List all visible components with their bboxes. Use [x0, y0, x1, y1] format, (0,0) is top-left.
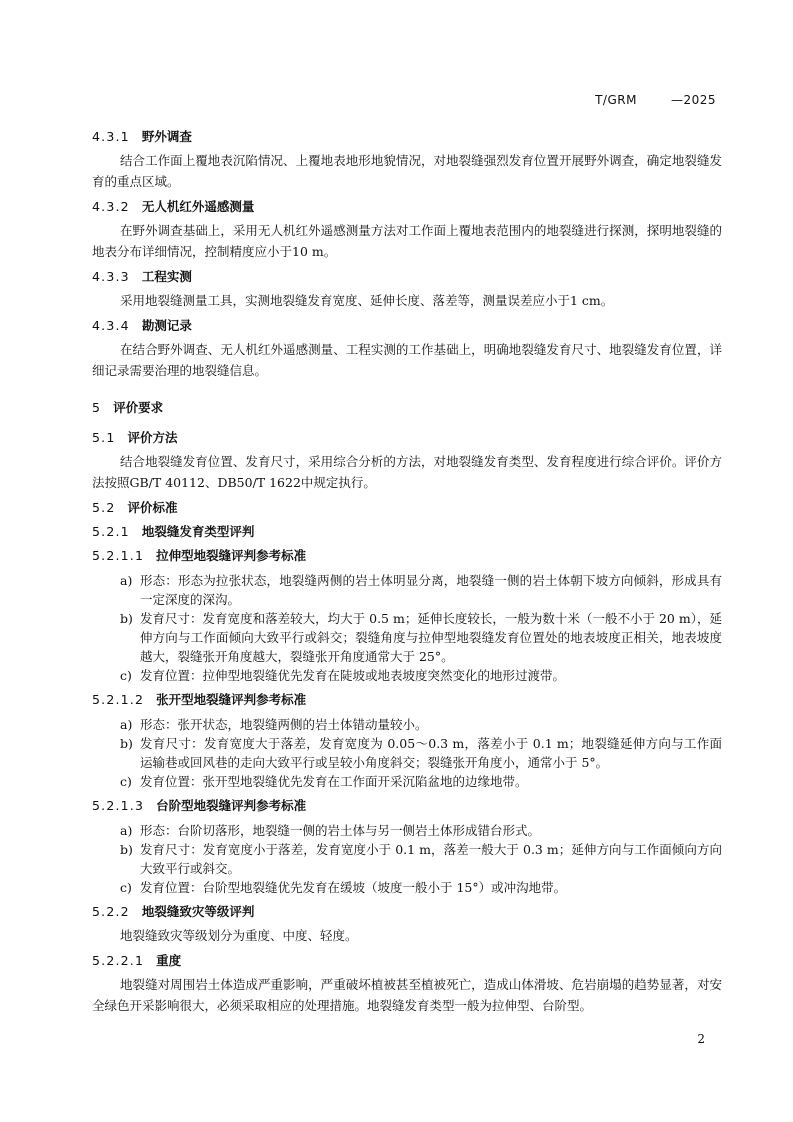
paragraph-5-2-2-1: 地裂缝对周围岩土体造成严重影响，严重破坏植被甚至植被死亡，造成山体滑坡、危岩崩塌的趋势显著，对安全绿色开采影响很大，必须采取相应的处理措施。地裂缝发育类型一般为拉伸型、台阶型。	[92, 977, 722, 1013]
heading-4-3-2: 4.3.2 无人机红外遥感测量	[92, 199, 255, 214]
heading-5-2-1-2: 5.2.1.2 张开型地裂缝评判参考标准	[92, 692, 307, 707]
list-item: a) 形态：形态为拉张状态，地裂缝两侧的岩土体明显分离，地裂缝一侧的岩土体朝下坡方向倾斜，形成具有一定深度的深沟。	[120, 573, 722, 607]
list-item: b) 发育尺寸：发育宽度大于落差，发育宽度为 0.05～0.3 m，落差小于 0.1 m；地裂缝延伸方向与工作面运输巷或回风巷的走向大致平行或呈较小角度斜交；裂缝张开角度小，通常小于 5°。	[120, 736, 722, 770]
paragraph-4-3-3: 采用地裂缝测量工具，实测地裂缝发育宽度、延伸长度、落差等，测量误差应小于1 cm。	[120, 293, 614, 308]
list-item: c) 发育位置：台阶型地裂缝优先发育在缓坡（坡度一般小于 15°）或冲沟地带。	[120, 880, 567, 895]
heading-5-2-1-1: 5.2.1.1 拉伸型地裂缝评判参考标准	[92, 548, 307, 563]
heading-4-3-3: 4.3.3 工程实测	[92, 269, 192, 284]
paragraph-4-3-4: 在结合野外调查、无人机红外遥感测量、工程实测的工作基础上，明确地裂缝发育尺寸、地裂缝发育位置，详细记录需要治理的地裂缝信息。	[92, 342, 722, 378]
document-body	[92, 128, 722, 1016]
heading-5: 5 评价要求	[92, 400, 164, 415]
heading-4-3-1: 4.3.1 野外调查	[92, 129, 192, 144]
paragraph-4-3-1: 结合工作面上覆地表沉陷情况、上覆地表地形地貌情况，对地裂缝强烈发育位置开展野外调查，确定地裂缝发育的重点区域。	[92, 153, 722, 189]
list-item: c) 发育位置：张开型地裂缝优先发育在工作面开采沉陷盆地的边缘地带。	[120, 774, 528, 789]
heading-5-2-1: 5.2.1 地裂缝发育类型评判	[92, 524, 255, 539]
standard-year: —2025	[670, 93, 716, 107]
heading-5-2-2-1: 5.2.2.1 重度	[92, 953, 182, 968]
list-5-2-1-3	[92, 821, 722, 897]
list-item: c) 发育位置：拉伸型地裂缝优先发育在陡坡或地表坡度突然变化的地形过渡带。	[120, 668, 566, 683]
page-header	[595, 93, 716, 107]
list-5-2-1-2	[92, 715, 722, 791]
heading-5-2-1-3: 5.2.1.3 台阶型地裂缝评判参考标准	[92, 798, 307, 813]
list-item: b) 发育尺寸：发育宽度和落差较大，均大于 0.5 m；延伸长度较长，一般为数十米（一般不小于 20 m），延伸方向与工作面倾向大致平行或斜交；裂缝角度与拉伸型地裂缝发育位置处的地表坡度正相关，地表坡度越大，裂缝张开角度越大，裂缝张开角度通常大于 25°。	[120, 611, 722, 664]
standard-code: T/GRM	[595, 93, 637, 107]
list-5-2-1-1	[92, 571, 722, 685]
heading-5-2: 5.2 评价标准	[92, 500, 178, 515]
paragraph-5-1: 结合地裂缝发育位置、发育尺寸，采用综合分析的方法，对地裂缝发育类型、发育程度进行综合评价。评价方法按照GB/T 40112、DB50/T 1622中规定执行。	[92, 454, 722, 490]
list-item: b) 发育尺寸：发育宽度小于落差，发育宽度小于 0.1 m，落差一般大于 0.3 m；延伸方向与工作面倾向方向大致平行或斜交。	[120, 842, 722, 876]
list-item: a) 形态：张开状态，地裂缝两侧的岩土体错动量较小。	[120, 717, 428, 732]
page-number: 2	[697, 1032, 705, 1046]
heading-4-3-4: 4.3.4 勘测记录	[92, 318, 192, 333]
list-item: a) 形态：台阶切落形，地裂缝一侧的岩土体与另一侧岩土体形成错台形式。	[120, 823, 541, 838]
paragraph-4-3-2: 在野外调查基础上，采用无人机红外遥感测量方法对工作面上覆地表范围内的地裂缝进行探测，探明地裂缝的地表分布详细情况，控制精度应小于10 m。	[92, 223, 722, 259]
heading-5-1: 5.1 评价方法	[92, 430, 178, 445]
heading-5-2-2: 5.2.2 地裂缝致灾等级评判	[92, 904, 255, 919]
paragraph-5-2-2: 地裂缝致灾等级划分为重度、中度、轻度。	[120, 928, 358, 943]
